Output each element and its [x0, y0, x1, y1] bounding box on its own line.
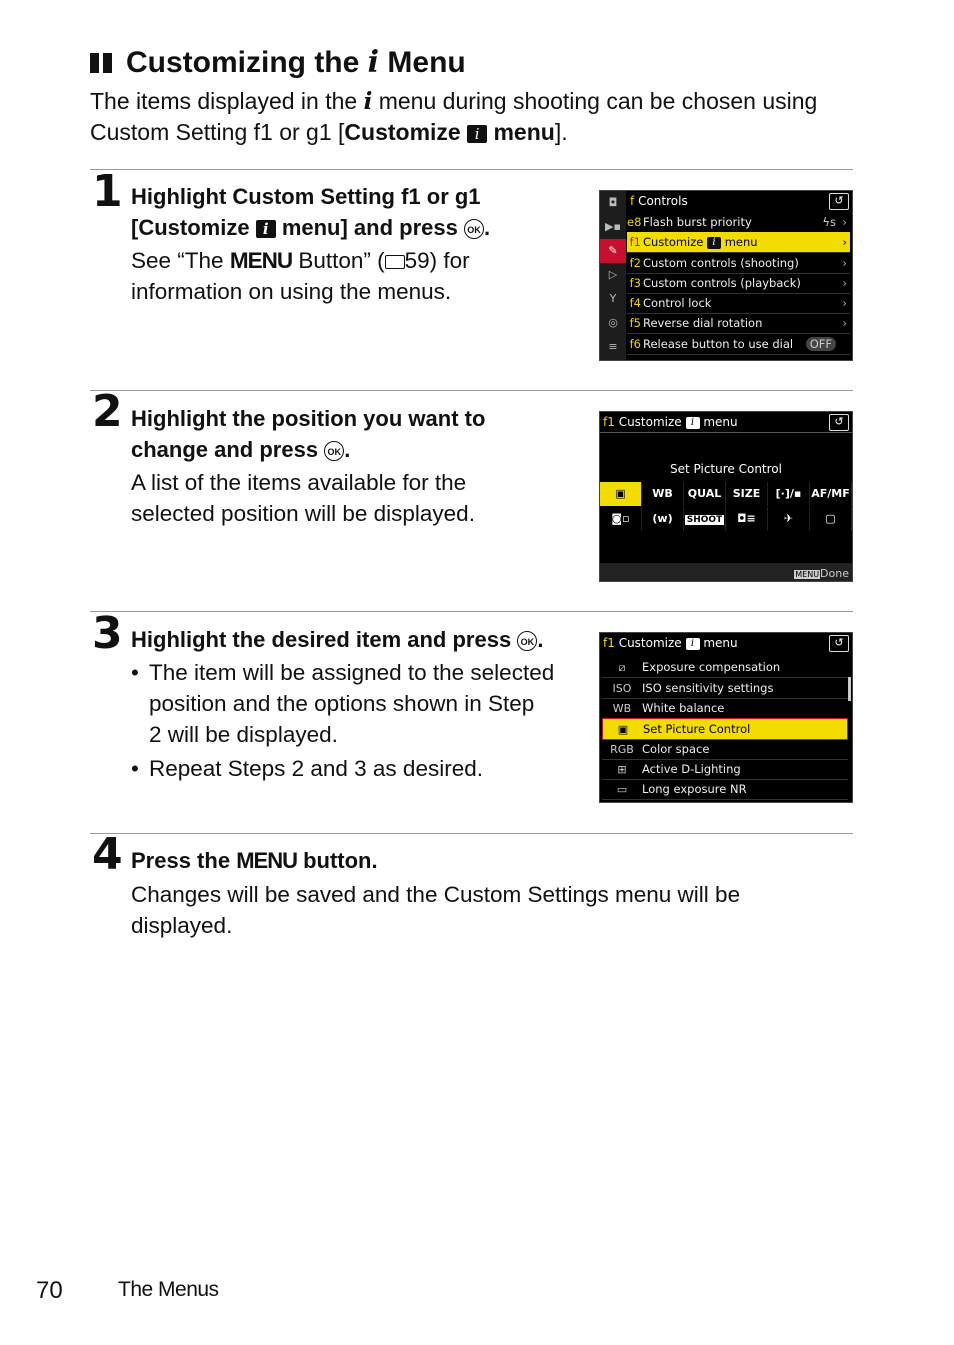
i-menu-glyph: i: [363, 88, 373, 115]
menu-row: [627, 334, 850, 355]
step-body-text: position and the options shown in Step: [149, 691, 535, 716]
custom-settings-screen: [599, 190, 853, 361]
i-box-icon: i: [707, 237, 721, 249]
menu-code: f2: [629, 256, 641, 270]
picture-control-icon: ▣: [617, 723, 629, 736]
list-item: [602, 759, 848, 780]
step-heading-text: Highlight the position you want to: [131, 406, 486, 431]
step-heading: [131, 845, 378, 876]
menu-code: f3: [629, 276, 641, 290]
screen-title: [603, 633, 852, 653]
grid-cell: [·]/▪: [768, 482, 810, 506]
list-item-label: Color space: [642, 742, 710, 756]
step-body: [131, 657, 591, 784]
step-body: [131, 245, 470, 307]
step-body: [131, 879, 831, 941]
network-icon: ◎: [608, 316, 618, 329]
recent-icon: ≡: [608, 340, 618, 353]
screen-title-text: Controls: [638, 194, 688, 208]
menu-row-label: Reverse dial rotation: [643, 316, 763, 330]
done-label: Done: [820, 567, 849, 580]
list-item-label: Long exposure NR: [642, 782, 747, 796]
heading-text: Customizing the: [126, 46, 360, 79]
i-box-icon: i: [256, 220, 276, 238]
page-number: 70: [36, 1277, 63, 1304]
menu-row-selected: [627, 232, 850, 253]
intro-bold: menu: [493, 119, 555, 145]
step-body-text: displayed.: [131, 913, 233, 938]
done-hint: [794, 567, 849, 580]
long-exposure-nr-icon: ▭: [616, 783, 628, 796]
list-item-selected: [602, 718, 848, 740]
section-heading: [90, 44, 466, 82]
divider: [90, 611, 853, 612]
step-body-text: Button” (: [298, 248, 385, 273]
grid-cell: QUAL: [684, 482, 726, 506]
list-item: [602, 678, 848, 699]
pencil-icon: ✎: [600, 239, 626, 263]
step-body-text: selected position will be displayed.: [131, 501, 475, 526]
chevron-right-icon: ›: [842, 296, 847, 310]
divider: [90, 169, 853, 170]
heading-suffix: Menu: [387, 46, 466, 79]
grid-cell: (ᴡ): [642, 507, 684, 531]
ok-button-icon: OK: [517, 631, 537, 651]
menu-code: f1: [603, 415, 615, 429]
step-heading-text: change and press: [131, 437, 319, 462]
heading-marker-icon: [103, 53, 112, 73]
i-menu-glyph: i: [367, 45, 380, 80]
book-icon: [385, 255, 405, 269]
screen-title-text: menu: [703, 415, 738, 429]
movie-icon: ▶▪: [605, 220, 621, 233]
step-body-text: A list of the items available for the: [131, 470, 467, 495]
list-item: [602, 779, 848, 800]
grid-cell: ✈: [768, 507, 810, 531]
intro-paragraph: [90, 86, 880, 148]
shoot-badge: SHOOT: [686, 515, 723, 525]
step-number: 1: [92, 166, 123, 217]
position-caption: Set Picture Control: [670, 462, 782, 476]
step-heading-text: .: [537, 627, 544, 652]
step-body-text: information on using the menus.: [131, 279, 452, 304]
heading-marker-icon: [90, 53, 99, 73]
menu-button-glyph: MENU: [229, 248, 293, 273]
list-item: [602, 657, 848, 678]
menu-row-label: Release button to use dial: [643, 337, 794, 351]
screen-title-text: menu: [703, 636, 738, 650]
menu-row: [627, 273, 850, 294]
menu-row: [627, 253, 850, 274]
step-heading: [131, 624, 543, 655]
d-lighting-icon: ⊞: [617, 763, 627, 776]
step-body-text: Changes will be saved and the Custom Settings menu will be: [131, 882, 741, 907]
back-icon: ↺: [829, 193, 849, 210]
chevron-right-icon: ›: [842, 276, 847, 290]
step-body-text: ) for: [429, 248, 470, 273]
i-box-icon: i: [686, 638, 700, 650]
i-box-icon: i: [686, 417, 700, 429]
step-number: 2: [92, 386, 123, 437]
step-heading-text: .: [483, 215, 491, 240]
playback-icon: ▷: [608, 268, 618, 281]
ok-button-icon: OK: [464, 219, 484, 239]
menu-row-label: Customize: [643, 235, 704, 249]
menu-button-glyph: MENU: [236, 848, 297, 873]
step-number: 3: [92, 608, 123, 659]
list-item: [602, 739, 848, 760]
step-heading-text: Highlight Custom Setting f1 or g1: [131, 184, 481, 209]
ok-button-icon: OK: [324, 441, 344, 461]
menu-code: f4: [629, 296, 641, 310]
menu-row-value: ϟs: [822, 215, 836, 229]
i-box-icon: i: [467, 125, 487, 143]
screen-title: [603, 412, 852, 432]
wrench-icon: Y: [609, 292, 617, 305]
menu-code: f6: [629, 337, 641, 351]
chevron-right-icon: ›: [842, 235, 847, 249]
bullet-item: [131, 753, 591, 784]
menu-row-label: Custom controls (shooting): [643, 256, 799, 270]
step-heading-text: .: [344, 437, 351, 462]
menu-row-label: Control lock: [643, 296, 712, 310]
menu-row-value: OFF: [806, 337, 836, 351]
list-item-label: ISO sensitivity settings: [642, 681, 774, 695]
item-list-screen: [599, 632, 853, 803]
step-heading: [131, 181, 490, 243]
divider: [90, 833, 853, 834]
grid-cell: [684, 507, 726, 531]
menu-code: f1: [629, 235, 641, 249]
bullet-item: [131, 657, 591, 750]
step-body: [131, 467, 475, 529]
step-heading-text: Press the: [131, 848, 231, 873]
list-item-label: Exposure compensation: [642, 660, 781, 674]
intro-text: Custom Setting f1 or g1 [: [90, 119, 345, 145]
step-heading-text: Highlight the desired item and press: [131, 627, 512, 652]
step-heading: [131, 403, 485, 465]
color-space-icon: RGB: [610, 743, 634, 756]
grid-cell: ▢: [810, 507, 852, 531]
chevron-right-icon: ›: [842, 215, 847, 229]
chevron-right-icon: ›: [842, 316, 847, 330]
scrollbar: [848, 677, 851, 701]
step-heading-text: button.: [303, 848, 378, 873]
menu-code: f5: [629, 316, 641, 330]
menu-row: [627, 293, 850, 314]
exposure-compensation-icon: ⧄: [618, 661, 626, 674]
customize-i-menu-screen: [599, 411, 853, 582]
grid-cell: AF/MF: [810, 482, 852, 506]
menu-code: f: [630, 194, 635, 208]
iso-icon: ISO: [612, 682, 632, 695]
intro-bold: Customize: [344, 119, 461, 145]
menu-tab-bar: [600, 191, 626, 360]
menu-row-label: Flash burst priority: [643, 215, 752, 229]
page-reference-link[interactable]: 59: [404, 248, 430, 273]
step-number: 4: [92, 829, 123, 880]
list-item-label: Active D-Lighting: [642, 762, 741, 776]
list-item: [602, 698, 848, 719]
screen-title-text: Customize: [618, 415, 682, 429]
divider: [90, 390, 853, 391]
menu-code: e8: [627, 215, 642, 229]
step-body-text: 2 will be displayed.: [149, 722, 338, 747]
step-body-text: The item will be assigned to the selected: [149, 660, 555, 685]
chevron-right-icon: ›: [842, 256, 847, 270]
screen-title: [630, 191, 852, 211]
step-heading-text: menu] and press: [281, 215, 458, 240]
camera-icon: ◘: [608, 196, 618, 209]
grid-cell: SIZE: [726, 482, 768, 506]
menu-code: f1: [603, 636, 615, 650]
picture-control-icon: ▣: [600, 482, 642, 506]
back-icon: ↺: [829, 414, 849, 431]
back-icon: ↺: [829, 635, 849, 652]
menu-row: [627, 313, 850, 334]
list-item-label: White balance: [642, 701, 725, 715]
intro-text: The items displayed in the: [90, 88, 358, 114]
intro-text: ].: [554, 119, 568, 145]
section-name: The Menus: [118, 1278, 219, 1301]
screen-title-text: Customize: [618, 636, 682, 650]
lens-icon: ◙▫: [600, 507, 642, 531]
white-balance-icon: WB: [612, 702, 632, 715]
step-body-text: Repeat Steps 2 and 3 as desired.: [149, 756, 483, 781]
menu-row-label: Custom controls (playback): [643, 276, 801, 290]
step-body-text: See “The: [131, 248, 224, 273]
menu-button-glyph: MENU: [795, 570, 820, 579]
i-menu-grid-row-1: [600, 482, 852, 506]
grid-cell: ◘≡: [726, 507, 768, 531]
step-heading-text: [Customize: [131, 215, 250, 240]
grid-cell: WB: [642, 482, 684, 506]
list-item-label: Set Picture Control: [643, 722, 751, 736]
menu-row-label: menu: [724, 235, 758, 249]
menu-row: [627, 212, 850, 233]
i-menu-grid-row-2: [600, 507, 852, 531]
intro-text: menu during shooting can be chosen using: [378, 88, 818, 114]
